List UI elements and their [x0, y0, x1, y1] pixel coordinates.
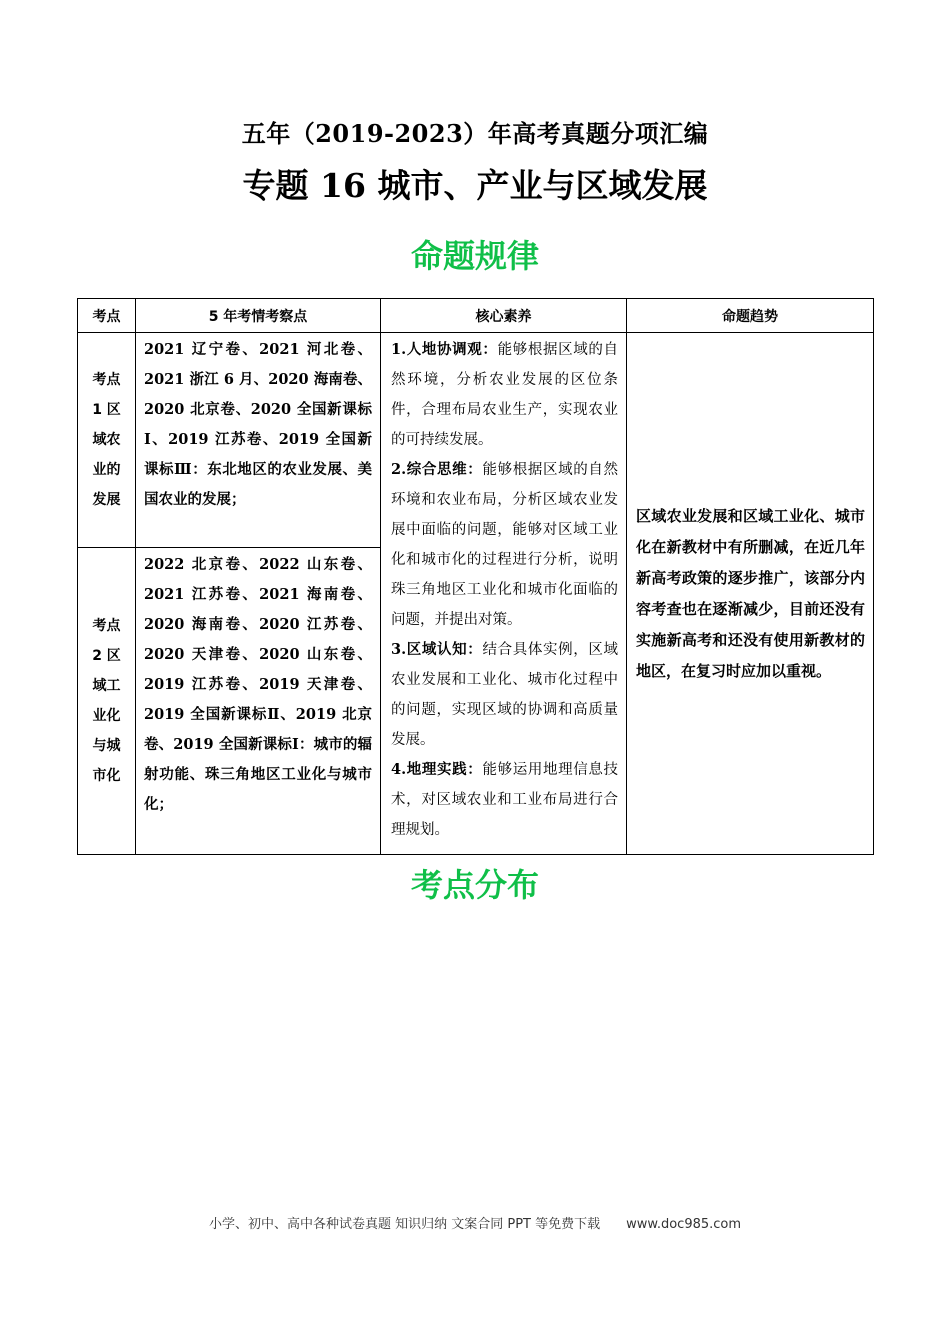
document-subtitle: 五年（2019-2023）年高考真题分项汇编	[241, 119, 709, 148]
table-row	[78, 333, 874, 548]
column-header: 核心素养	[381, 299, 627, 333]
exam-points-cell: 2022 北京卷、2022 山东卷、2021 江苏卷、2021 海南卷、2020 海南卷、2020 江苏卷、2020 天津卷、2020 山东卷、2019 江苏卷、2019 天津卷、2019 全国新课标Ⅱ、2019 北京卷、2019 全国新课标Ⅰ：城市的辐射功能、珠三角地区工业化与城市化；	[136, 548, 381, 855]
page-footer	[0, 1213, 950, 1232]
core-item: 2.综合思维：能够根据区域的自然环境和农业布局，分析区域农业发展中面临的问题，能够对区域工业化和城市化的过程进行分析，说明珠三角地区工业化和城市化面临的问题，并提出对策。	[391, 461, 618, 628]
core-item: 4.地理实践：能够运用地理信息技术，对区域农业和工业布局进行合理规划。	[391, 761, 618, 838]
footer-site-link[interactable]: www.doc985.com	[626, 1217, 742, 1232]
footer-text: 小学、初中、高中各种试卷真题 知识归纳 文案合同 PPT 等免费下载	[208, 1217, 601, 1232]
table-header-row	[78, 299, 874, 333]
column-header: 5 年考情考察点	[136, 299, 381, 333]
core-item: 1.人地协调观：能够根据区域的自然环境，分析农业发展的区位条件，合理布局农业生产，实现农业的可持续发展。	[391, 341, 619, 448]
core-literacy-cell	[381, 333, 627, 855]
core-item: 3.区域认知：结合具体实例，区域农业发展和工业化、城市化过程中的问题，实现区域的协调和高质量发展。	[391, 641, 618, 748]
section-heading-rules: 命题规律	[410, 237, 539, 275]
column-header: 命题趋势	[627, 299, 874, 333]
section-heading-distribution: 考点分布	[410, 866, 539, 904]
trend-cell: 区域农业发展和区域工业化、城市化在新教材中有所删减，在近几年新高考政策的逐步推广，该部分内容考查也在逐渐减少，目前还没有实施新高考和还没有使用新教材的地区，在复习时应加以重视。	[627, 333, 874, 855]
column-header: 考点	[78, 299, 136, 333]
kaodian-cell: 考点 2 区 域工 业化 与城 市化	[78, 548, 136, 855]
exam-points-cell: 2021 辽宁卷、2021 河北卷、2021 浙江 6 月、2020 海南卷、2020 北京卷、2020 全国新课标Ⅰ、2019 江苏卷、2019 全国新课标Ⅲ：东北地区的农业发展、美国农业的发展；	[136, 333, 381, 548]
kaodian-cell: 考点 1 区 域农 业的 发展	[78, 333, 136, 548]
exam-analysis-table	[77, 298, 874, 855]
document-title: 专题 16 城市、产业与区域发展	[242, 166, 708, 205]
